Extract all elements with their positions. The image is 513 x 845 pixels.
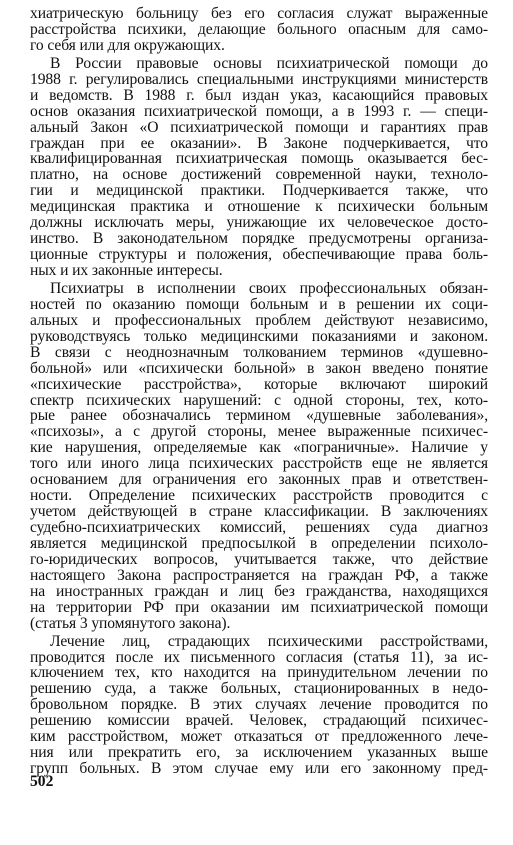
text-line: групп больных. В этом случае ему или его законному пред- bbox=[30, 760, 488, 778]
text-line: и ведомств. В 1988 г. был издан указ, касающийся правовых bbox=[30, 86, 488, 104]
text-line: больной» или «психически больной» в закон введено понятие bbox=[30, 359, 488, 377]
text-line: го-юридических вопросов, учитывается также, что действие bbox=[30, 550, 488, 568]
text-line: расстройства психики, делающие больного опасным для само- bbox=[30, 20, 488, 38]
text-line: альный Закон «О психиатрической помощи и гарантиях прав bbox=[30, 118, 488, 136]
page-body bbox=[30, 6, 488, 777]
text-line: го себя или для окружающих. bbox=[30, 36, 225, 54]
text-line: ционные структуры и положения, обеспечивающие права боль- bbox=[30, 246, 488, 264]
text-line: ким расстройством, может отказаться от предложенного лече- bbox=[30, 728, 488, 746]
text-line: учетом действующей в стране классификации. В заключениях bbox=[30, 503, 488, 521]
text-line: ностей по оказанию помощи больным и в решении их соци- bbox=[30, 295, 488, 313]
text-line: ния или прекратить его, за исключением указанных выше bbox=[30, 744, 488, 762]
text-line: бровольном порядке. В этих случаях лечение проводится по bbox=[30, 696, 488, 714]
text-line: основ оказания психиатрической помощи, а в 1993 г. — специ- bbox=[30, 102, 488, 120]
text-line: альных и профессиональных проблем действуют независимо, bbox=[30, 311, 488, 329]
text-line: (статья 3 упомянутого закона). bbox=[30, 614, 231, 632]
text-line: медицинская практика и отношение к психически больным bbox=[30, 198, 488, 216]
paragraph bbox=[30, 281, 488, 632]
text-line: квалифицированная психиатрическая помощь оказывается бес- bbox=[30, 150, 488, 168]
text-line: Лечение лиц, страдающих психическими расстройствами, bbox=[50, 632, 488, 650]
text-line: «психозы», а с другой стороны, менее выраженные психичес- bbox=[30, 423, 488, 441]
text-line: кие нарушения, определяемые как «пограничные». Наличие у bbox=[30, 439, 488, 457]
text-line: ных и их законные интересы. bbox=[30, 262, 223, 279]
text-line: основанием для ограничения его законных прав и ответствен- bbox=[30, 471, 488, 489]
text-line: В связи с неоднозначным толкованием терминов «душевно- bbox=[30, 343, 488, 361]
text-line: «психические расстройства», которые включают широкий bbox=[30, 375, 488, 393]
text-line: спектр психических нарушений: с одной стороны, тех, кото- bbox=[30, 391, 488, 409]
paragraph bbox=[30, 6, 488, 54]
text-line: должны исключать меры, унижающие их человеческое досто- bbox=[30, 214, 488, 232]
text-line: настоящего Закона распространяется на граждан РФ, а также bbox=[30, 566, 488, 584]
text-line: хиатрическую больницу без его согласия служат выраженные bbox=[30, 5, 488, 22]
paragraph bbox=[30, 634, 488, 777]
text-line: В России правовые основы психиатрической помощи до bbox=[50, 54, 488, 72]
text-line: ности. Определение психических расстройств проводится с bbox=[30, 487, 488, 505]
text-line: инство. В законодательном порядке предусмотрены организа- bbox=[30, 230, 488, 248]
paragraph bbox=[30, 56, 488, 279]
text-line: на иностранных граждан и лиц без гражданства, находящихся bbox=[30, 582, 488, 600]
text-line: руководствуясь только медицинскими показаниями и законом. bbox=[30, 327, 488, 345]
text-line: является медицинской предпосылкой в определении психоло- bbox=[30, 534, 488, 552]
page-number: 502 bbox=[30, 773, 54, 790]
text-line: ключением тех, кто находится на принудительном лечении по bbox=[30, 664, 488, 682]
text-line: платно, на основе достижений современной науки, техноло- bbox=[30, 166, 488, 184]
text-line: Психиатры в исполнении своих профессиональных обязан- bbox=[50, 279, 488, 297]
text-line: гии и медицинской практики. Подчеркивается также, что bbox=[30, 182, 488, 200]
text-line: решению суда, а также больных, стационированных в недо- bbox=[30, 680, 488, 698]
text-line: проводится после их письменного согласия (статья 11), за ис- bbox=[30, 648, 488, 666]
text-line: 1988 г. регулировались специальными инструкциями министерств bbox=[30, 70, 488, 88]
text-line: граждан при ее оказании». В Законе подчеркивается, что bbox=[30, 134, 488, 152]
text-line: рые ранее обозначались термином «душевные заболевания», bbox=[30, 407, 488, 425]
text-line: решению комиссии врачей. Человек, страдающий психичес- bbox=[30, 712, 488, 730]
text-line: на территории РФ при оказании им психиатрической помощи bbox=[30, 598, 488, 616]
text-line: судебно-психиатрических комиссий, решениях суда диагноз bbox=[30, 519, 488, 536]
text-line: того или иного лица психических расстройств еще не является bbox=[30, 455, 488, 473]
